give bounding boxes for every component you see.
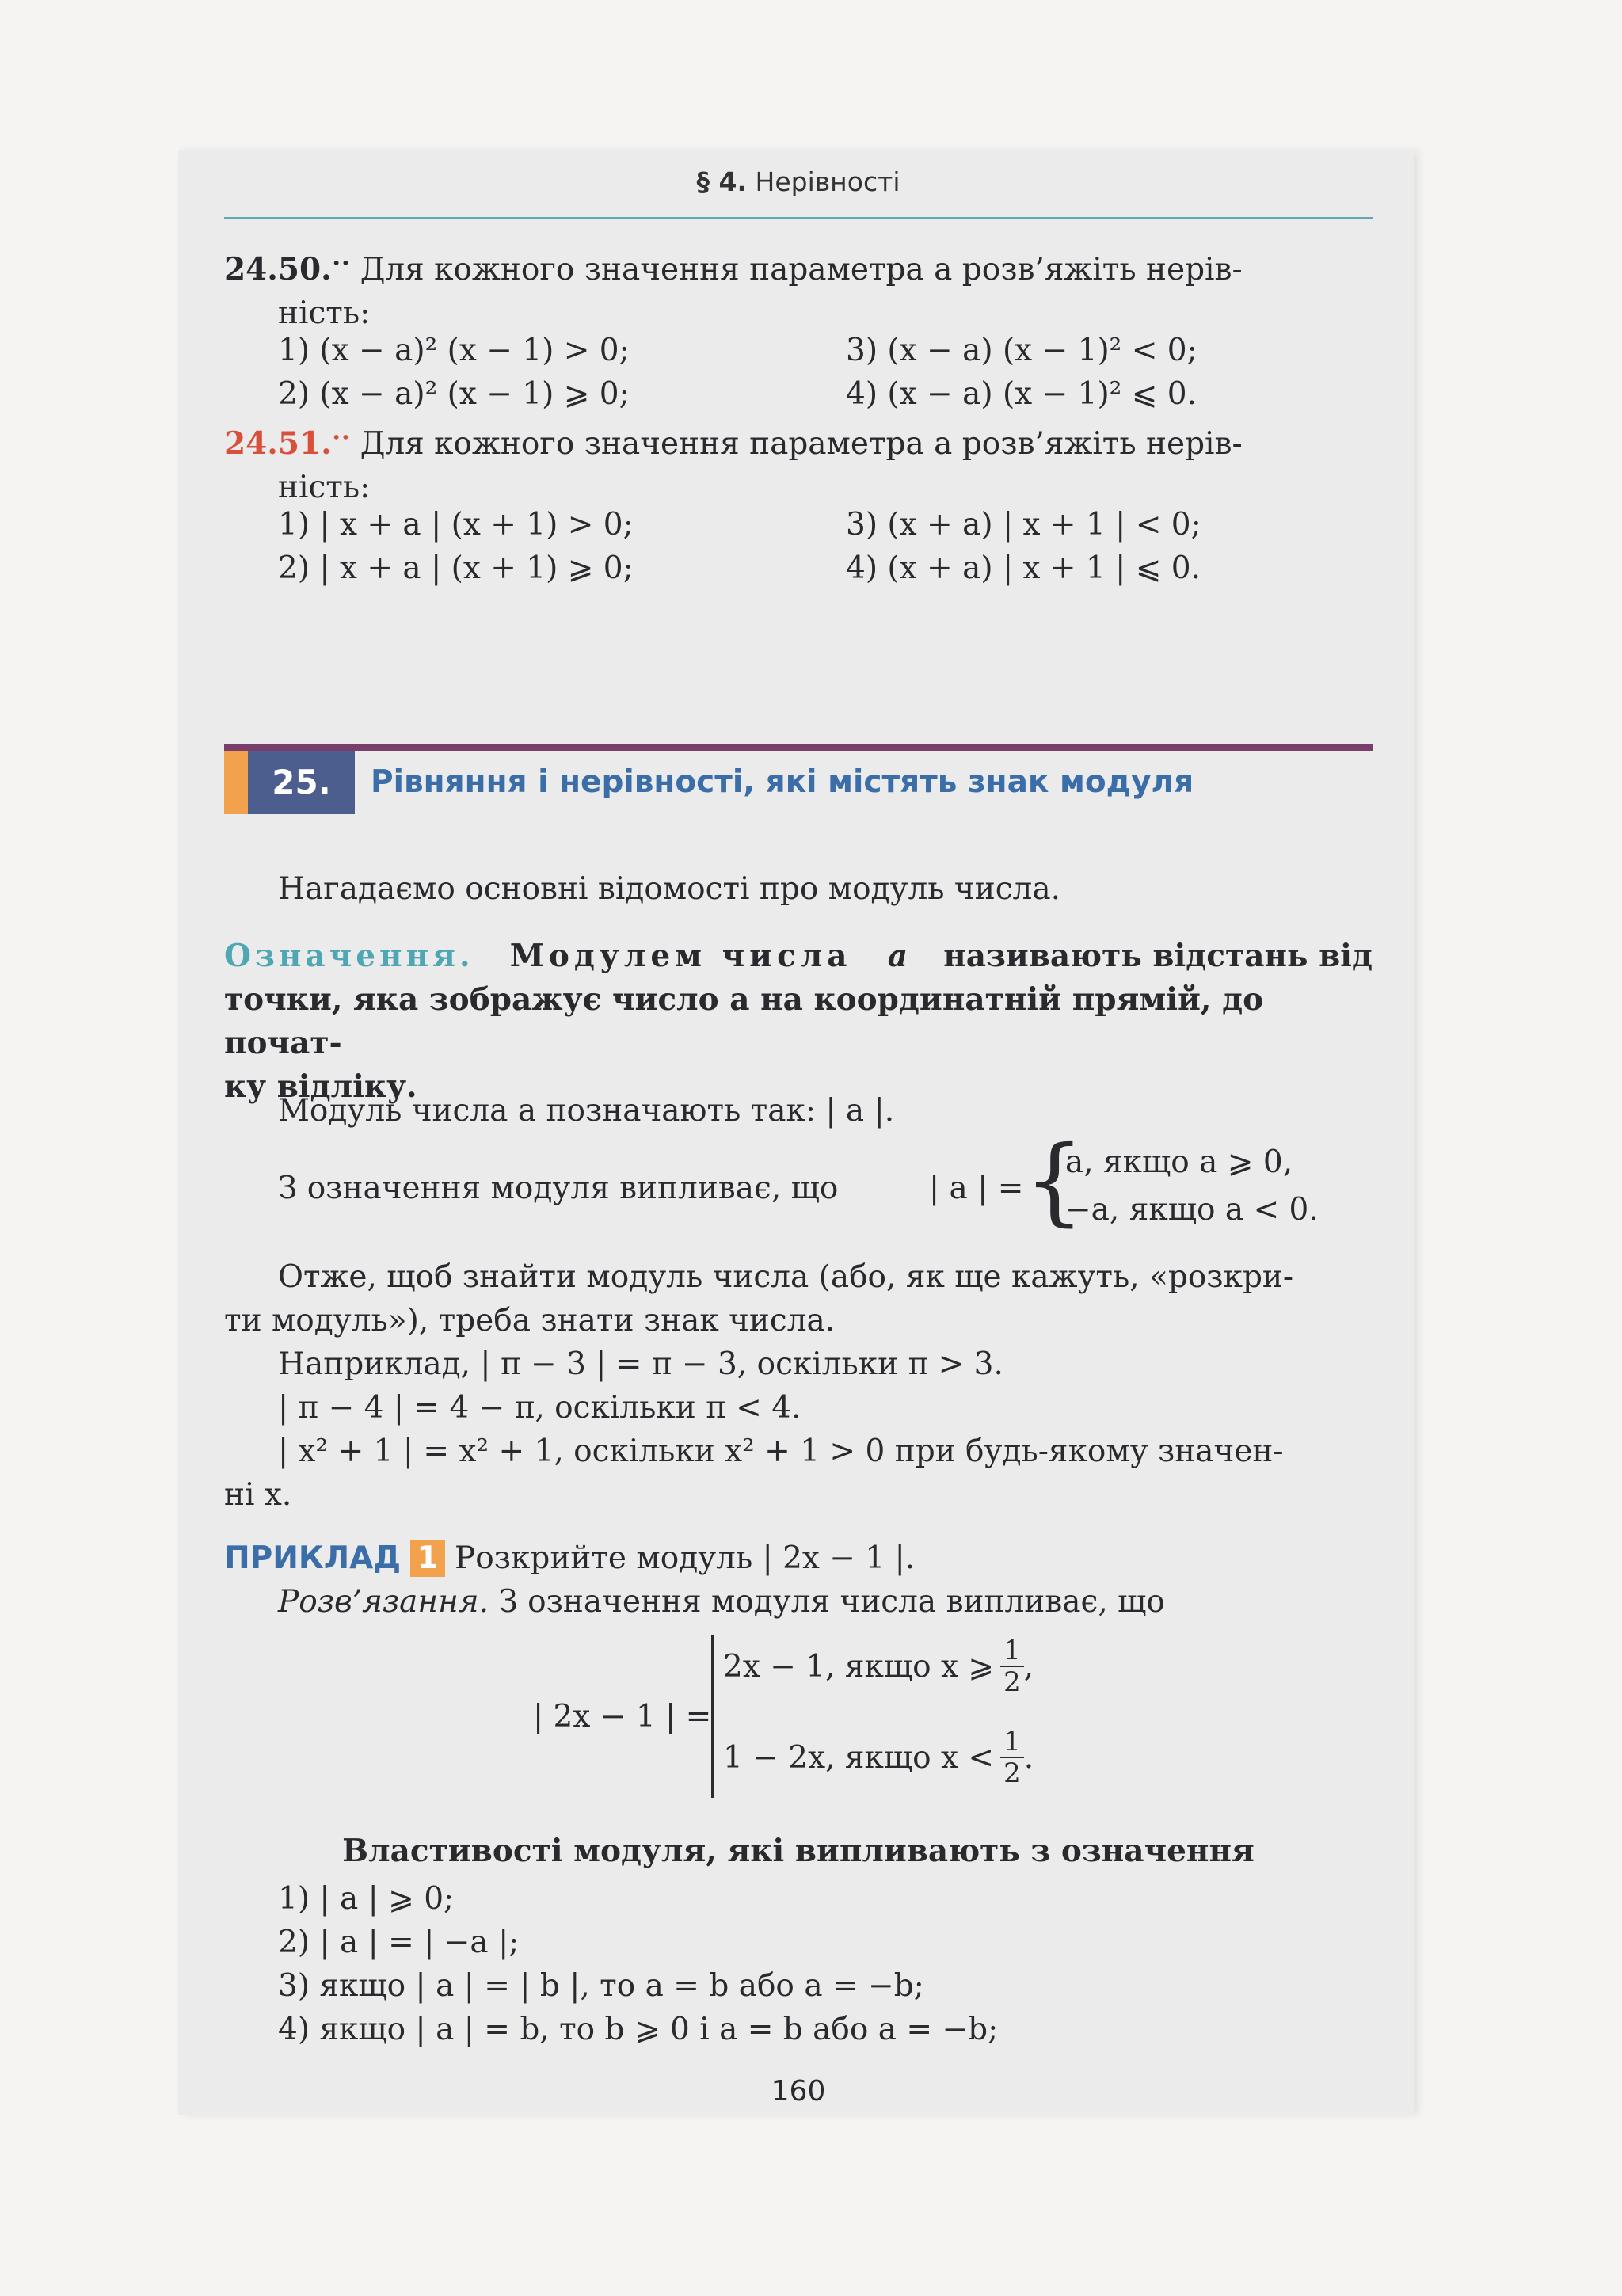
solution-lhs: | 2x − 1 | =: [533, 1699, 712, 1734]
case-2-punct: .: [1023, 1739, 1034, 1776]
exercise-text-line2: ність:: [278, 295, 371, 331]
running-header: [224, 166, 1373, 197]
exercise-item: 1) | x + a | (x + 1) > 0;: [278, 507, 634, 543]
property-item: 1) | a | ⩾ 0;: [278, 1881, 455, 1917]
example-1-task: [224, 1536, 1373, 1580]
case-1-text: 2x − 1, якщо x ⩾: [723, 1648, 995, 1685]
section-rule: [224, 744, 1373, 751]
brace-bar: [711, 1635, 714, 1798]
section-heading: [224, 744, 1373, 824]
brace-symbol: {: [1024, 1126, 1085, 1236]
exercise-item: 4) (x − a) (x − 1)² ⩽ 0.: [846, 376, 1197, 412]
modulus-definition-formula: [224, 1126, 1373, 1236]
exercise-item: 4) (x + a) | x + 1 | ⩽ 0.: [846, 550, 1201, 586]
definition-label: Означення.: [224, 938, 474, 974]
header-rule: [224, 217, 1373, 219]
formula-case-1: a, якщо a ⩾ 0,: [1065, 1144, 1293, 1180]
properties-title: Властивості модуля, які випливають з означення: [342, 1833, 1255, 1869]
definition-block: [224, 935, 1373, 1109]
exercise-item: 3) (x + a) | x + 1 | < 0;: [846, 507, 1201, 543]
exercise-number: 24.51.: [224, 425, 332, 462]
paragraph-1: [224, 1255, 1373, 1342]
formula-lhs: | a | =: [929, 1171, 1024, 1206]
example-line: | π − 4 | = 4 − π, оскільки π < 4.: [278, 1390, 801, 1426]
intro-text: Нагадаємо основні відомості про модуль числа.: [278, 871, 1060, 907]
exercise-24-50: [224, 242, 1373, 335]
solution-label: Розв’язання.: [278, 1584, 489, 1620]
examples: [224, 1342, 1373, 1517]
example-number-badge: 1: [410, 1540, 444, 1577]
example-line: Наприклад, | π − 3 | = π − 3, оскільки π > 3.: [278, 1346, 1003, 1382]
fraction-one-half: [1000, 1727, 1024, 1788]
page-number: 160: [771, 2075, 826, 2108]
example-line: | x² + 1 | = x² + 1, оскільки x² + 1 > 0 при будь-якому значен-: [278, 1434, 1284, 1469]
example-task: Розкрийте модуль | 2x − 1 |.: [455, 1540, 916, 1576]
definition-text: називають відстань від: [943, 938, 1373, 974]
property-item: 2) | a | = | −a |;: [278, 1925, 520, 1960]
definition-line3: ку відліку.: [224, 1068, 417, 1105]
solution-case-2: [723, 1727, 1034, 1788]
exercise-item: 3) (x − a) (x − 1)² < 0;: [846, 333, 1197, 368]
formula-intro: З означення модуля випливає, що: [278, 1171, 839, 1206]
property-item: 3) якщо | a | = | b |, то a = b або a = −b;: [278, 1968, 924, 2004]
header-section-title: Нерівності: [755, 166, 900, 197]
definition-variable: a: [887, 938, 908, 974]
exercise-24-51: [224, 416, 1373, 509]
fraction-denominator: 2: [1003, 1757, 1021, 1789]
exercise-text-line1: Для кожного значення параметра a розв’яжіть нерів-: [360, 252, 1243, 287]
exercise-item: 2) (x − a)² (x − 1) ⩾ 0;: [278, 376, 630, 412]
notation-text: Модуль числа a позначають так: | a |.: [278, 1093, 895, 1129]
case-2-text: 1 − 2x, якщо x <: [723, 1739, 995, 1776]
property-item: 4) якщо | a | = b, то b ⩾ 0 і a = b або a = −b;: [278, 2012, 999, 2047]
fraction-one-half: [1000, 1635, 1024, 1697]
exercise-number: 24.50.: [224, 251, 332, 287]
properties-list: [224, 1877, 1373, 2051]
example-line: ні x.: [224, 1477, 292, 1513]
exercise-item: 1) (x − a)² (x − 1) > 0;: [278, 333, 630, 368]
exercise-text-line2: ність:: [278, 470, 371, 505]
definition-line2: точки, яка зображує число a на координатній прямій, до почат-: [224, 981, 1264, 1061]
solution-case-1: [723, 1635, 1034, 1697]
fraction-denominator: 2: [1003, 1666, 1021, 1698]
example-label: ПРИКЛАД: [224, 1540, 402, 1576]
formula-case-2: −a, якщо a < 0.: [1065, 1192, 1319, 1228]
paragraph-1-line1: Отже, щоб знайти модуль числа (або, як ще кажуть, «розкри-: [278, 1259, 1294, 1295]
solution-text: З означення модуля числа випливає, що: [498, 1584, 1165, 1620]
solution-intro: [224, 1580, 1373, 1624]
case-1-punct: ,: [1023, 1648, 1034, 1685]
section-accent: [224, 751, 248, 814]
difficulty-mark: ••: [331, 428, 351, 447]
paragraph-1-line2: ти модуль»), треба знати знак числа.: [224, 1303, 836, 1338]
difficulty-mark: ••: [331, 253, 351, 272]
section-number: 25.: [248, 751, 355, 814]
exercise-item: 2) | x + a | (x + 1) ⩾ 0;: [278, 550, 634, 586]
header-section-mark: § 4.: [696, 166, 747, 197]
fraction-numerator: 1: [1000, 1635, 1024, 1667]
solution-formula: [224, 1628, 1373, 1810]
fraction-numerator: 1: [1000, 1727, 1024, 1758]
section-title: Рівняння і нерівності, які містять знак модуля: [371, 764, 1194, 800]
definition-term: Модулем числа: [509, 938, 852, 974]
textbook-page: [178, 150, 1414, 2115]
exercise-text-line1: Для кожного значення параметра a розв’яжіть нерів-: [360, 426, 1243, 462]
